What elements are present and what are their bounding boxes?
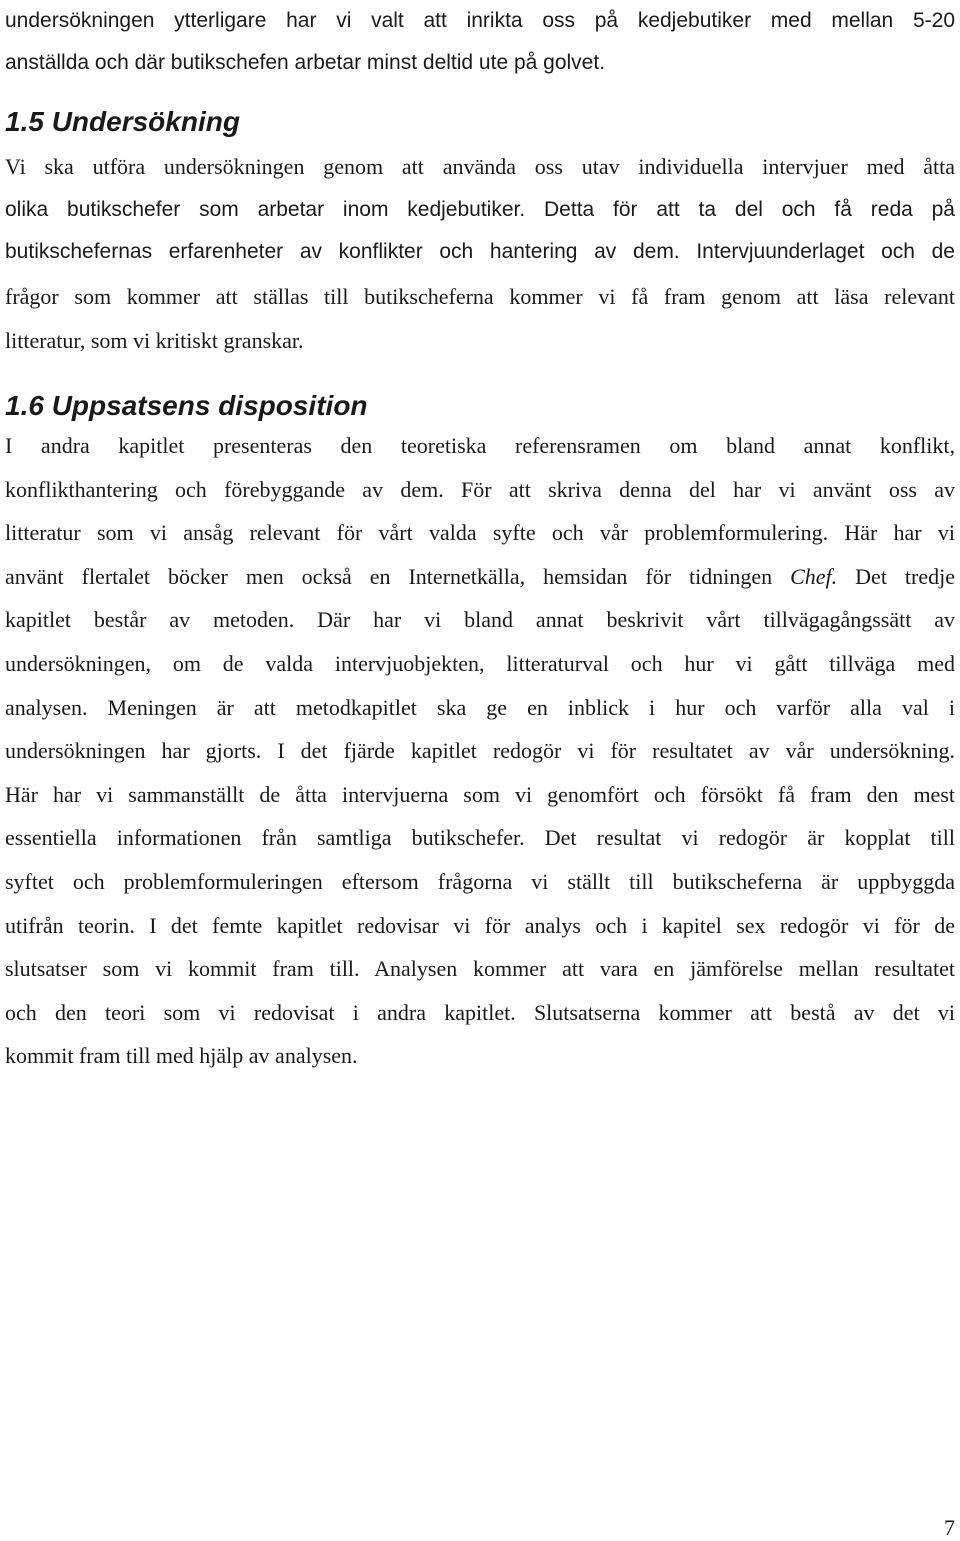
- journal-title: Chef.: [790, 563, 838, 589]
- section-1-5-serif-lines: [5, 275, 955, 363]
- text-line: undersökningen ytterligare har vi valt att inrikta oss på kedjebutiker med mellan 5-20: [5, 9, 955, 32]
- text-line: litteratur som vi ansåg relevant för vårt valda syfte och vår problemformulering. Här har vi: [5, 520, 955, 546]
- text-line: undersökningen har gjorts. I det fjärde kapitlet redogör vi för resultatet av vår undersökning.: [5, 738, 955, 764]
- text-line: analysen. Meningen är att metodkapitlet ska ge en inblick i hur och varför alla val i: [5, 694, 955, 720]
- text-line: slutsatser som vi kommit fram till. Analysen kommer att vara en jämförelse mellan resultatet: [5, 956, 955, 982]
- text-line: utifrån teorin. I det femte kapitlet redovisar vi för analys och i kapitel sex redogör vi för de: [5, 912, 955, 938]
- section-heading-1-5: 1.5 Undersökning: [5, 106, 240, 137]
- page-number: 7: [944, 1515, 955, 1540]
- text-line: syftet och problemformuleringen eftersom frågorna vi ställt till butikscheferna är uppbyggda: [5, 868, 955, 894]
- section-1-5-sans-lines: [5, 189, 955, 273]
- text-line: essentiella informationen från samtliga butikschefer. Det resultat vi redogör är kopplat till: [5, 825, 955, 851]
- text-line: anställda och där butikschefen arbetar minst deltid ute på golvet.: [5, 51, 606, 74]
- text-line: och den teori som vi redovisat i andra kapitlet. Slutsatserna kommer att bestå av det vi: [5, 999, 955, 1025]
- intro-paragraph: [5, 0, 955, 84]
- text-line: undersökningen, om de valda intervjuobjekten, litteraturval och hur vi gått tillväga med: [5, 650, 955, 676]
- section-1-6-paragraph: [5, 424, 955, 1078]
- text-segment: Det tredje: [837, 563, 955, 589]
- text-line: konflikthantering och förebyggande av dem. För att skriva denna del har vi använt oss av: [5, 476, 955, 502]
- text-line: Här har vi sammanställt de åtta intervjuerna som vi genomfört och försökt få fram den mest: [5, 781, 955, 807]
- text-line: frågor som kommer att ställas till butikscheferna kommer vi få fram genom att läsa relevant: [5, 284, 955, 309]
- text-line: butikschefernas erfarenheter av konflikter och hantering av dem. Intervjuunderlaget och de: [5, 240, 955, 263]
- section-heading-1-6: 1.6 Uppsatsens disposition: [5, 390, 368, 421]
- text-line: Vi ska utföra undersökningen genom att använda oss utav individuella intervjuer med åtta: [5, 154, 955, 179]
- section-1-5-line-1: [5, 145, 955, 189]
- text-line: [5, 555, 955, 599]
- text-line: olika butikschefer som arbetar inom kedjebutiker. Detta för att ta del och få reda på: [5, 198, 955, 221]
- text-line: I andra kapitlet presenteras den teoretiska referensramen om bland annat konflikt,: [5, 433, 955, 458]
- text-segment: använt flertalet böcker men också en Internetkälla, hemsidan för tidningen: [5, 563, 791, 589]
- text-line: kapitlet består av metoden. Där har vi bland annat beskrivit vårt tillvägagångssätt av: [5, 607, 955, 633]
- text-line: litteratur, som vi kritiskt granskar.: [5, 328, 304, 353]
- text-line: kommit fram till med hjälp av analysen.: [5, 1043, 358, 1069]
